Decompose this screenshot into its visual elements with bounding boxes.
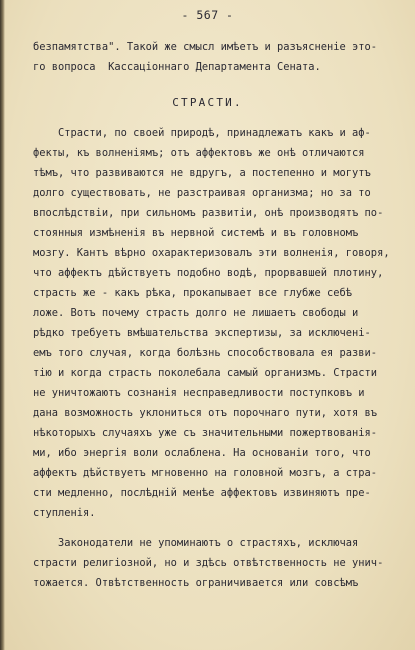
section-heading: СТРАСТИ. bbox=[172, 96, 243, 109]
text-line: ступленія. bbox=[33, 507, 96, 519]
text-line: впослѣдствіи, при сильномъ развитіи, онѣ производятъ по- bbox=[33, 207, 384, 219]
text-line: ложе. Вотъ почему страсть долго не лишаетъ свободы и bbox=[33, 307, 359, 319]
text-line: нѣкоторыхъ случаяхъ уже съ значительными пожертвованія- bbox=[33, 427, 378, 439]
text-line: Страсти, по своей природѣ, принадлежатъ какъ и аф- bbox=[33, 127, 371, 139]
text-line: Законодатели не упоминаютъ о страстяхъ, исключая bbox=[33, 537, 359, 549]
text-line: не уничтожаютъ сознанія несправедливости поступковъ и bbox=[33, 387, 365, 399]
text-line: стоянныя измѣненія въ нервной системѣ и въ головномъ bbox=[33, 227, 359, 239]
text-line: тожается. Отвѣтственность ограничивается или совсѣмъ bbox=[33, 577, 359, 589]
text-line: дана возможность уклониться отъ порочнаго пути, хотя въ bbox=[33, 407, 378, 419]
text-line: страсти религіозной, но и здѣсь отвѣтственность не унич- bbox=[33, 557, 384, 569]
text-line: страсть же - какъ рѣка, прокапывает все глубже себѣ bbox=[33, 287, 353, 299]
text-line: емъ того случая, когда болѣзнь способствовала ея разви- bbox=[33, 347, 378, 359]
text-line: тѣмъ, что развиваются не вдругъ, а постепенно и могутъ bbox=[33, 167, 371, 179]
text-line: тію и когда страсть поколебала самый организмъ. Страсти bbox=[33, 367, 378, 379]
text-line: го вопроса Кассаціоннаго Департамента Сената. bbox=[33, 61, 321, 73]
text-line: сти медленно, послѣдній менѣе аффектовъ извиняютъ пре- bbox=[33, 487, 371, 499]
text-line: безпамятства". Такой же смысл имѣетъ и разъясненіе это- bbox=[33, 41, 378, 53]
text-line: ми, ибо энергія воли ослаблена. На основаніи того, что bbox=[33, 447, 371, 459]
page-number: - 567 - bbox=[181, 8, 234, 22]
text-line: рѣдко требуетъ вмѣшательства экспертизы, за исключені- bbox=[33, 327, 371, 339]
text-line: что аффектъ дѣйствуетъ подобно водѣ, прорвавшей плотину, bbox=[33, 267, 384, 279]
text-line: фекты, къ волненіямъ; отъ аффектовъ же онѣ отличаются bbox=[33, 147, 365, 159]
text-line: мозгу. Кантъ вѣрно охарактеризовалъ эти волненія, говоря, bbox=[33, 247, 390, 259]
text-line: аффектъ дѣйствуетъ мгновенно на головной мозгъ, а стра- bbox=[33, 467, 378, 479]
text-line: долго существовать, не разстраивая организма; но за то bbox=[33, 187, 371, 199]
